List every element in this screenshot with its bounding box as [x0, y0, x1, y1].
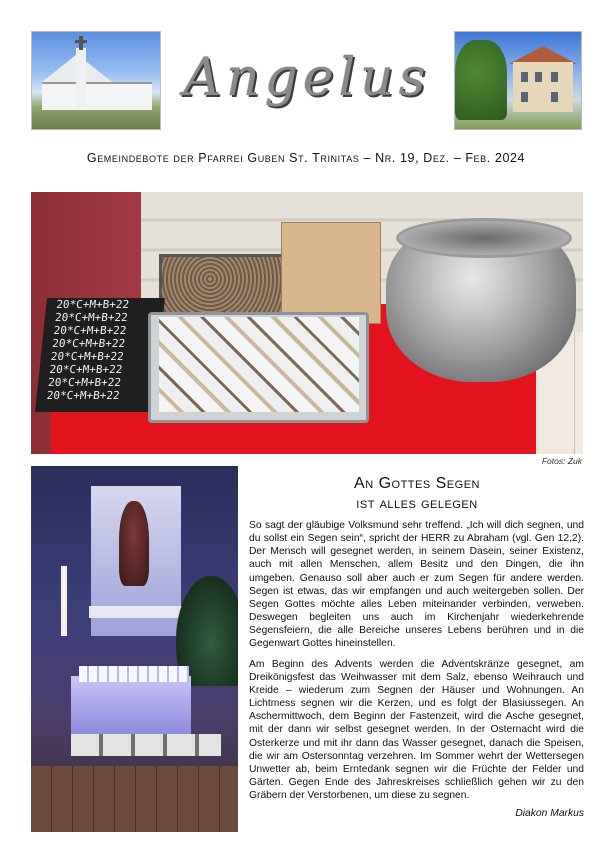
- article-body: [249, 519, 584, 809]
- chalk-line: 20*C+M+B+22: [46, 389, 121, 402]
- article-paragraph: Am Beginn des Advents werden die Adventskränze gesegnet, am Dreikönigsfest das Weihwasser mit dem Salz, ebenso Weihrauch und Kreide – wiederum zum Segnen der Häuser und Wohnungen. An Lichtmess segnen wir die Kerzen, und es folgt der Blasiussegen. An Aschermittwoch, dem Beginn der Fastenzeit, wird die Asche gesegnet, mit der dann wir selbst gesegnet werden. In der Osternacht wird die Osterkerze und mit ihr dann das Wasser gesegnet, danach die Speisen, die wir am Ostersonntag verzehren. Im Sommer wehrt der Wettersegen Unwetter ab, beim Erntedank segnen wir die Früchte der Felder und Gärten. Gegen Ende des Jahreskreises schließlich gehen wir zu den Gräbern der Verstorbenen, um diese zu segnen.: [249, 658, 584, 802]
- silver-pot: [386, 222, 576, 382]
- article-author: Diakon Markus: [515, 808, 584, 819]
- church-photo: [31, 31, 161, 130]
- chalk-board: [35, 298, 165, 412]
- article-heading-line1: An Gottes Segen: [354, 475, 480, 492]
- chalk-line: 20*C+M+B+22: [52, 324, 128, 337]
- chapel-altar-photo: [31, 466, 238, 832]
- blessing-items-photo: [31, 192, 583, 454]
- chalk-line: 20*C+M+B+22: [50, 350, 125, 363]
- chalk-line: 20*C+M+B+22: [54, 311, 129, 324]
- photo-credit: Fotos: Zuk: [541, 456, 582, 466]
- masthead-title: Angelus: [183, 48, 431, 108]
- masthead-subtitle: Gemeindebote der Pfarrei Guben St. Trinitas – Nr. 19, Dez. – Feb. 2024: [86, 151, 526, 165]
- article-heading: [248, 474, 586, 514]
- chalk-line: 20*C+M+B+22: [47, 376, 122, 389]
- chalk-line: 20*C+M+B+22: [55, 298, 130, 311]
- chalk-line: 20*C+M+B+22: [51, 337, 126, 350]
- parish-house-photo: [454, 31, 582, 130]
- article-paragraph: So sagt der gläubige Volksmund sehr treffend. „Ich will dich segnen, und du sollst ein Segen sein“, spricht der HERR zu Abraham (vgl. Gen 12,2). Der Mensch will gesegnet werden, in seinem Dasein, seiner Existenz, auch mit allen Menschen, allem Besitz und den Dingen, die ihn umgeben. Genauso soll aber auch er zum Segen für andere werden. Segen ist etwas, das wir empfangen und auch weitergeben sollen. Der Segen Gottes möchte alles Leben miteinander verbinden, verweben. Deswegen begleiten uns auch im Kirchenjahr wiederkehrende Segensfeiern, die alle Bereiche unseres Lebens berühren und in die Gegenwart Gottes hineinstellen.: [249, 520, 584, 650]
- article-heading-line2: ist alles gelegen: [356, 495, 478, 512]
- chalk-line: 20*C+M+B+22: [48, 363, 124, 376]
